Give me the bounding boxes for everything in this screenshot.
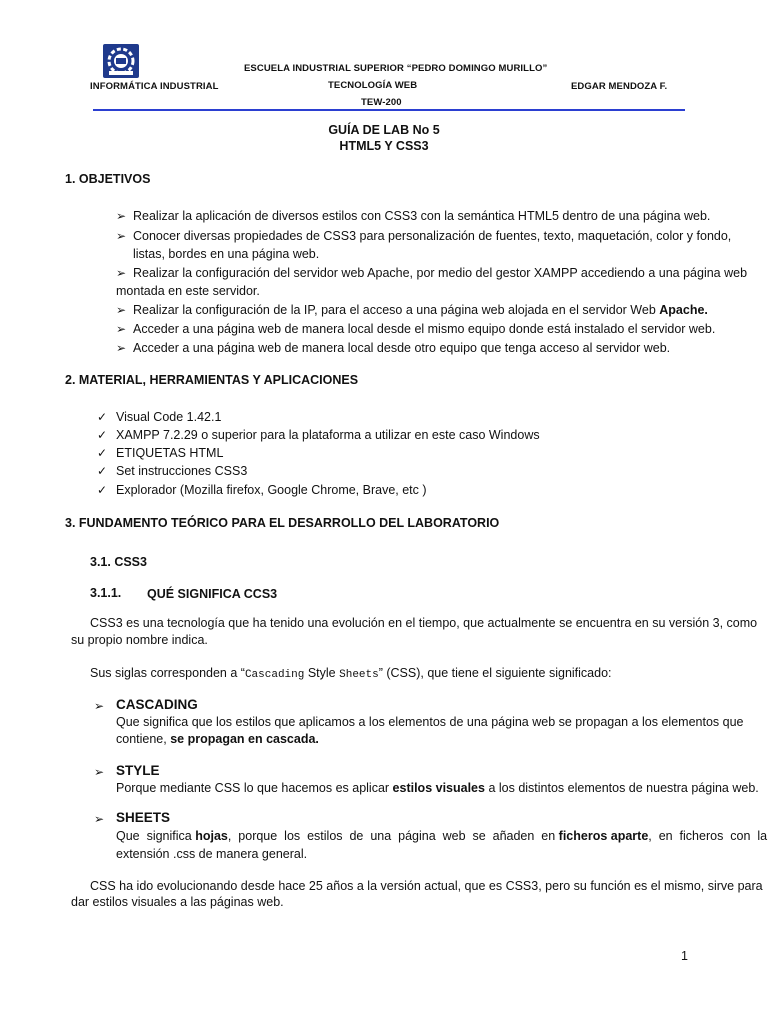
- term-style: STYLE: [116, 763, 160, 778]
- school-logo: [103, 44, 139, 78]
- guide-subtitle: HTML5 Y CSS3: [339, 139, 429, 153]
- section-heading-fundamento: 3. FUNDAMENTO TEÓRICO PARA EL DESARROLLO DEL LABORATORIO: [65, 516, 500, 530]
- material-item: XAMPP 7.2.29 o superior para la plataforma a utilizar en este caso Windows: [116, 428, 540, 442]
- paragraph-line: CSS3 es una tecnología que ha tenido una evolución en el tiempo, que actualmente se encuentra en su versión 3, como: [90, 616, 758, 630]
- arrow-bullet-icon: ➢: [116, 341, 127, 355]
- author-name: EDGAR MENDOZA F.: [571, 81, 668, 92]
- objective-item-continuation: montada en este servidor.: [116, 284, 260, 298]
- check-bullet-icon: ✓: [97, 464, 108, 478]
- arrow-bullet-icon: ➢: [94, 812, 105, 826]
- arrow-bullet-icon: ➢: [116, 229, 127, 243]
- check-bullet-icon: ✓: [97, 428, 108, 442]
- subsection-heading-significado: QUÉ SIGNIFICA CCS3: [147, 587, 278, 601]
- arrow-bullet-icon: ➢: [116, 303, 127, 317]
- paragraph-line: su propio nombre indica.: [71, 633, 208, 647]
- paragraph-line: dar estilos visuales a las páginas web.: [71, 895, 284, 909]
- arrow-bullet-icon: ➢: [116, 266, 127, 280]
- school-name: ESCUELA INDUSTRIAL SUPERIOR “PEDRO DOMINGO MURILLO”: [244, 63, 548, 74]
- subsection-heading-css3: 3.1. CSS3: [90, 555, 147, 569]
- objective-item: Realizar la configuración del servidor web Apache, por medio del gestor XAMPP accediendo a una página web: [133, 266, 748, 280]
- arrow-bullet-icon: ➢: [94, 765, 105, 779]
- section-heading-objetivos: 1. OBJETIVOS: [65, 172, 151, 186]
- term-definition-line: Porque mediante CSS lo que hacemos es aplicar estilos visuales a los distintos elementos de nuestra página web.: [116, 781, 759, 795]
- material-item: Set instrucciones CSS3: [116, 464, 248, 478]
- check-bullet-icon: ✓: [97, 410, 108, 424]
- objective-item: Conocer diversas propiedades de CSS3 para personalización de fuentes, texto, maquetación, color y fondo,: [133, 229, 732, 243]
- department-label: INFORMÁTICA INDUSTRIAL: [90, 81, 219, 92]
- arrow-bullet-icon: ➢: [116, 209, 127, 223]
- paragraph-line: Sus siglas corresponden a “Cascading Style Sheets” (CSS), que tiene el siguiente significado:: [90, 666, 612, 681]
- objective-item: Acceder a una página web de manera local desde otro equipo que tenga acceso al servidor web.: [133, 341, 671, 355]
- page-number: 1: [681, 949, 688, 963]
- course-code: TEW-200: [361, 97, 402, 108]
- check-bullet-icon: ✓: [97, 483, 108, 497]
- term-definition-line: Que significa que los estilos que aplicamos a los elementos de una página web se propagan a los elementos que: [116, 715, 744, 729]
- material-item: Visual Code 1.42.1: [116, 410, 222, 424]
- term-definition-line: contiene, se propagan en cascada.: [116, 732, 319, 746]
- objective-item: Realizar la aplicación de diversos estilos con CSS3 con la semántica HTML5 dentro de una página web.: [133, 209, 711, 223]
- objective-item: Acceder a una página web de manera local desde el mismo equipo donde está instalado el servidor web.: [133, 322, 716, 336]
- term-definition-line: Que significa hojas, porque los estilos de una página web se añaden en ficheros aparte, en ficheros con la: [116, 829, 768, 843]
- section-heading-material: 2. MATERIAL, HERRAMIENTAS Y APLICACIONES: [65, 373, 359, 387]
- material-item: ETIQUETAS HTML: [116, 446, 224, 460]
- arrow-bullet-icon: ➢: [116, 322, 127, 336]
- check-bullet-icon: ✓: [97, 446, 108, 460]
- paragraph-line: CSS ha ido evolucionando desde hace 25 años a la versión actual, que es CSS3, pero su función es el mismo, sirve para: [90, 879, 763, 893]
- term-definition-line: extensión .css de manera general.: [116, 847, 308, 861]
- term-cascading: CASCADING: [116, 697, 198, 712]
- term-sheets: SHEETS: [116, 810, 171, 825]
- material-item: Explorador (Mozilla firefox, Google Chrome, Brave, etc ): [116, 483, 427, 497]
- arrow-bullet-icon: ➢: [94, 699, 105, 713]
- subsection-number: 3.1.1.: [90, 586, 122, 600]
- objective-item-continuation: listas, bordes en una página web.: [133, 247, 320, 261]
- guide-title: GUÍA DE LAB No 5: [328, 123, 440, 137]
- course-name: TECNOLOGÍA WEB: [328, 80, 418, 91]
- objective-item: Realizar la configuración de la IP, para el acceso a una página web alojada en el servidor Web Apache.: [133, 303, 708, 317]
- header-rule: [93, 109, 685, 111]
